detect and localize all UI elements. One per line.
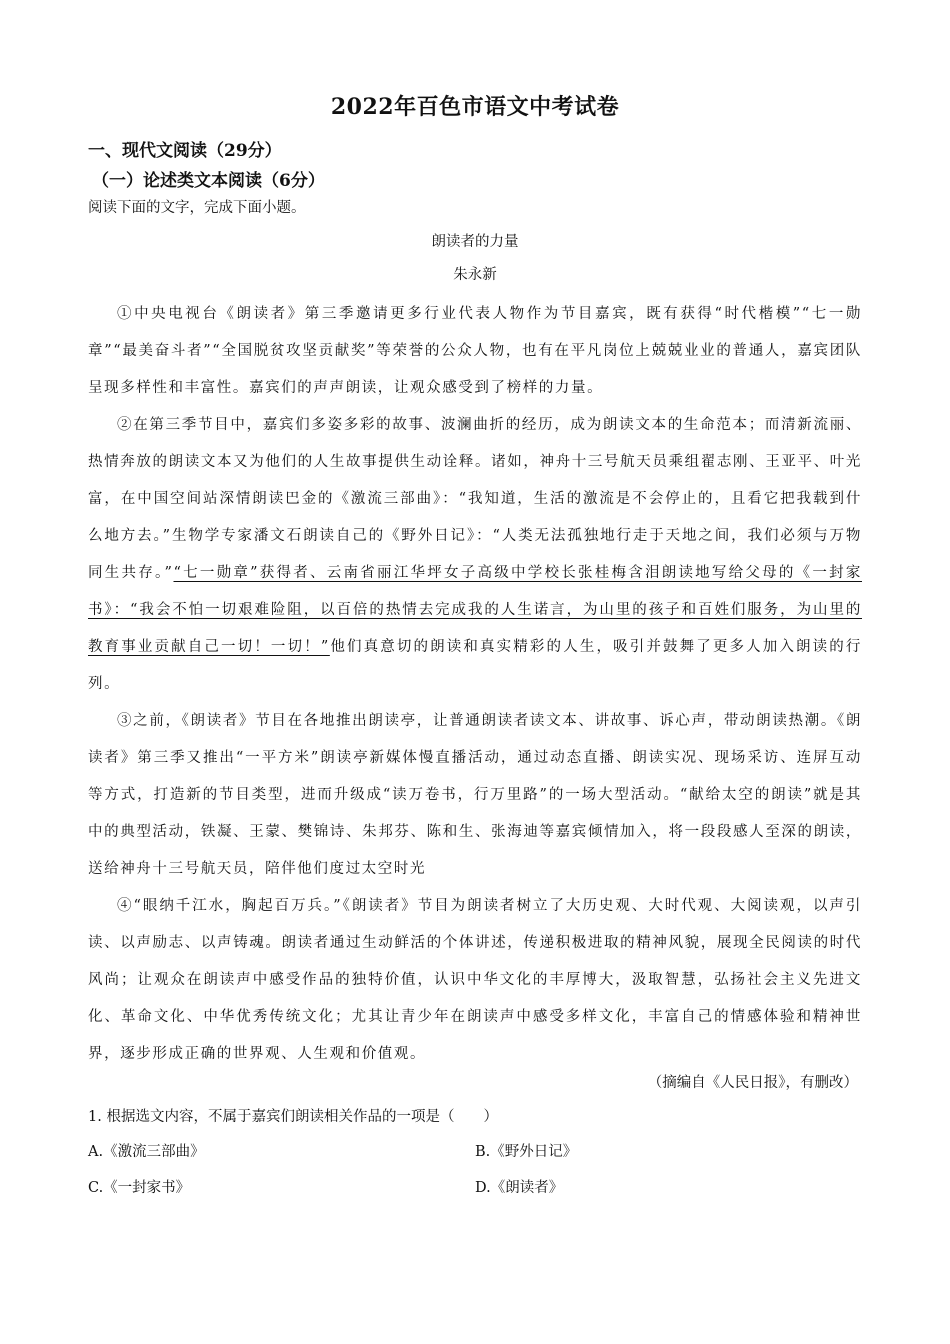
- option-d: D.《朗读者》: [475, 1180, 564, 1196]
- paragraph-4: ④“眼纳千江水，胸起百万兵。”《朗读者》节目为朗读者树立了大历史观、大时代观、大阅读观，以声引读、以声励志、以声铸魂。朗读者通过生动鲜活的个体讲述，传递积极进取的精神风貌，展现全民阅读的时代风尚；让观众在朗读声中感受作品的独特价值，认识中华文化的丰厚博大，汲取智慧，弘扬社会主义先进文化、革命文化、中华优秀传统文化；尤其让青少年在朗读声中感受多样文化，丰富自己的情感体验和精神世界，逐步形成正确的世界观、人生观和价值观。: [88, 898, 862, 1062]
- question-1-stem: 1. 根据选文内容，不属于嘉宾们朗读相关作品的一项是（ ）: [88, 1109, 498, 1125]
- paragraph-1: ①中央电视台《朗读者》第三季邀请更多行业代表人物作为节目嘉宾，既有获得“时代楷模”“七一勋章”“最美奋斗者”“全国脱贫攻坚贡献奖”等荣誉的公众人物，也有在平凡岗位上兢兢业业的普通人，嘉宾团队呈现多样性和丰富性。嘉宾们的声声朗读，让观众感受到了榜样的力量。: [88, 306, 862, 396]
- paragraph-2: [88, 407, 862, 703]
- option-b: B.《野外日记》: [475, 1144, 578, 1160]
- option-a: A.《激流三部曲》: [88, 1144, 205, 1160]
- section-heading-reading: 一、现代文阅读（29分）: [88, 141, 282, 161]
- paragraph-2-part-b: 他们真意切的朗读和真实精彩的人生，吸引并鼓舞了更多人加入朗读的行列。: [88, 639, 862, 692]
- section-heading-argumentative: （一）论述类文本阅读（6分）: [92, 171, 325, 191]
- paragraph-2-part-a: ②在第三季节目中，嘉宾们多姿多彩的故事、波澜曲折的经历，成为朗读文本的生命范本；而清新流丽、热情奔放的朗读文本又为他们的人生故事提供生动诠释。诸如，神舟十三号航天员乘组翟志刚、王亚平、叶光富，在中国空间站深情朗读巴金的《激流三部曲》：“我知道，生活的激流是不会停止的，且看它把我载到什么地方去。”生物学专家潘文石朗读自己的《野外日记》：“人类无法孤独地行走于天地之间，我们必须与万物同生共存。”: [88, 417, 862, 581]
- article-title: 朗读者的力量: [431, 234, 519, 250]
- exam-title: 2022年百色市语文中考试卷: [330, 94, 620, 120]
- option-c: C.《一封家书》: [88, 1180, 191, 1196]
- article-author: 朱永新: [453, 267, 497, 283]
- instruction-text: 阅读下面的文字，完成下面小题。: [88, 200, 306, 216]
- paragraph-3: ③之前，《朗读者》节目在各地推出朗读亭，让普通朗读者读文本、讲故事、诉心声，带动朗读热潮。《朗读者》第三季又推出“一平方米”朗读亭新媒体慢直播活动，通过动态直播、朗读实况、现场采访、连屏互动等方式，打造新的节目类型，进而升级成“读万卷书，行万里路”的一场大型活动。“献给太空的朗读”就是其中的典型活动，铁凝、王蒙、樊锦诗、朱邦芬、陈和生、张海迪等嘉宾倾情加入，将一段段感人至深的朗读，送给神舟十三号航天员，陪伴他们度过太空时光: [88, 713, 862, 877]
- article-source: （摘编自《人民日报》，有删改）: [647, 1075, 858, 1091]
- underlined-passage: “七一勋章”获得者、云南省丽江华坪女子高级中学校长张桂梅含泪朗读地写给父母的《一封家书》：“我会不怕一切艰难险阻，以百倍的热情去完成我的人生诺言，为山里的孩子和百姓们服务，为山里的教育事业贡献自己一切！一切！”: [88, 565, 862, 655]
- article-body: [88, 296, 862, 1073]
